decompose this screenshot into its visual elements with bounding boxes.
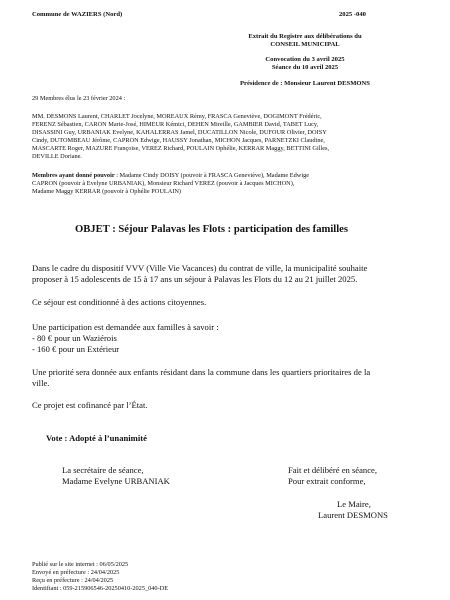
vote-result: Vote : Adopté à l’unanimité: [46, 433, 147, 443]
reception-prefecture: Reçu en préfecture : 24/04/2025: [32, 577, 114, 584]
secretaire-block: [62, 465, 170, 487]
publication-date: Publié sur le site internet : 06/05/2025: [32, 561, 129, 568]
secretaire-name: Madame Evelyne URBANIAK: [62, 476, 170, 486]
envoi-prefecture: Envoyé en préfecture : 24/04/2025: [32, 569, 120, 576]
pouvoir-line: CAPRON (pouvoir à Evelyne URBANIAK), Monsieur Richard VEREZ (pouvoir à Jacques MICHON),: [32, 180, 295, 187]
members-present-line: DISASSINI Guy, URBANIAK Evelyne, KAHALERRAS Jamel, DUCATILLON Nicole, DUFOUR Olivier, DOISY: [32, 129, 327, 136]
members-count: 29 Membres élus le 23 février 2024 :: [32, 95, 126, 102]
paragraph-1: [32, 263, 367, 285]
commune-name: Commune de WAZIERS (Nord): [32, 11, 123, 18]
members-present-line: FERENZ Sébastien, CARON Marie-José, HIMEUR Kémici, DEHEN Mireille, GAMBIER David, TABET Lucy,: [32, 121, 319, 128]
objet-title: OBJET : Séjour Palavas les Flots : participation des familles: [75, 224, 348, 235]
maire-title: Le Maire,: [337, 499, 371, 509]
deliberation-reference: 2025 -040: [339, 11, 366, 18]
members-present-line: DEVILLE Doriane.: [32, 153, 83, 160]
members-present-line: Cindy, DUTOMBEAU Jérôme, CAPRON Edwige, HAUSSY Jonathan, MICHON Jacques, PARNETZKI Claudine,: [32, 137, 325, 144]
paragraph-2: Ce séjour est conditionné à des actions citoyennes.: [32, 297, 207, 307]
paragraph-line: Dans le cadre du dispositif VVV (Ville Vie Vacances) du contrat de ville, la municipalité souhaite: [32, 263, 368, 273]
maire-name: Laurent DESMONS: [318, 510, 388, 520]
seance-date: Séance du 10 avril 2025: [271, 64, 339, 72]
footer-transmission: [32, 561, 168, 593]
presidence: Présidence de : Monsieur Laurent DESMONS: [240, 79, 370, 87]
pouvoir-label: Membres ayant donné pouvoir: [32, 172, 115, 179]
convocation-date: Convocation du 3 avril 2025: [265, 55, 345, 63]
extrait-registre: Extrait du Registre aux délibérations du: [248, 33, 362, 40]
paragraph-line: Une priorité sera donnée aux enfants résidant dans la commune dans les quartiers prioritaires de la: [32, 367, 371, 377]
paragraph-line: ville.: [32, 378, 50, 388]
extrait-conforme-block: [288, 465, 377, 487]
pouvoir-line: : Madame Cindy DOISY (pouvoir à FRASCA Geneviève), Madame Edwige: [114, 172, 310, 179]
members-present-line: MM. DESMONS Laurent, CHARLET Jocelyne, MOREAUX Rémy, FRASCA Geneviève, DOGIMONT Frédéric,: [32, 113, 322, 120]
price-exterieur: - 160 € pour un Extérieur: [32, 344, 120, 354]
extrait-conforme: Pour extrait conforme,: [288, 476, 366, 486]
acte-identifiant: Identifiant : 059-215906546-20250410-2025_040-DE: [32, 585, 169, 592]
conseil-municipal: CONSEIL MUNICIPAL: [270, 41, 340, 49]
price-waziers: - 80 € pour un Waziérois: [32, 333, 117, 343]
paragraph-line: Une participation est demandée aux familles à savoir :: [32, 322, 219, 332]
header-block: [220, 33, 390, 88]
paragraph-3: [32, 322, 219, 355]
members-present: [32, 113, 329, 161]
paragraph-5: Ce projet est cofinancé par l’État.: [32, 400, 148, 410]
secretaire-title: La secrétaire de séance,: [62, 465, 144, 475]
maire-block: [318, 499, 388, 521]
paragraph-line: proposer à 15 adolescents de 15 à 17 ans un séjour à Palavas les Flots du 12 au 21 juillet 2025.: [32, 274, 358, 284]
paragraph-4: [32, 367, 370, 389]
members-pouvoir: [32, 172, 309, 196]
members-present-line: MASCARTE Roger, MAZURE Françoise, VEREZ Richard, POULAIN Ophélie, KERRAR Maggy, BETTINI Gilles,: [32, 145, 330, 152]
fait-delibere: Fait et délibéré en séance,: [288, 465, 377, 475]
pouvoir-line: Madame Maggy KERRAR (pouvoir à Ophélie POULAIN): [32, 188, 182, 195]
